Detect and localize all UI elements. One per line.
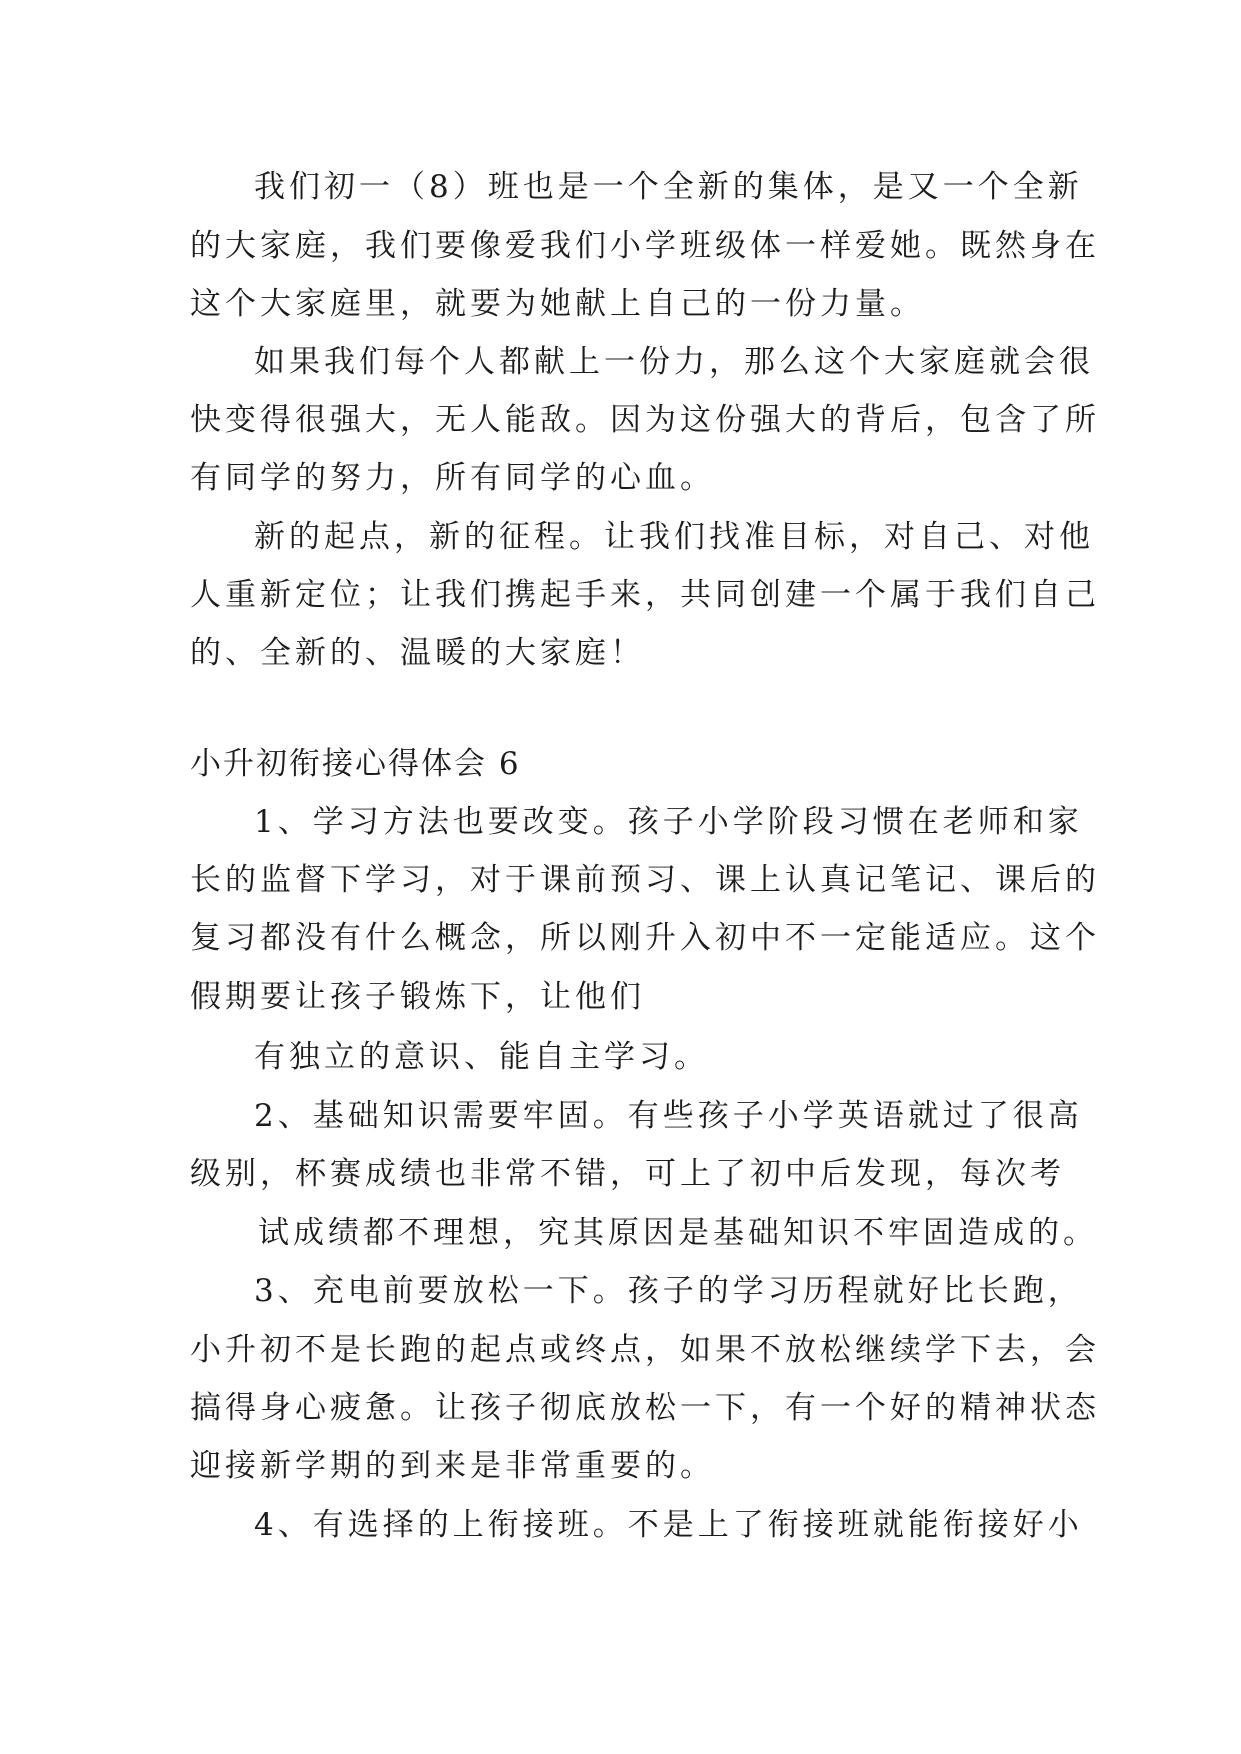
paragraph-line: 长的监督下学习，对于课前预习、课上认真记笔记、课后的: [190, 862, 1100, 898]
paragraph-line: 4、有选择的上衔接班。不是上了衔接班就能衔接好小: [254, 1507, 1083, 1543]
paragraph-line: 的、全新的、温暖的大家庭！: [190, 635, 645, 671]
paragraph-line: 这个大家庭里，就要为她献上自己的一份力量。: [190, 286, 925, 322]
paragraph-line: 3、充电前要放松一下。孩子的学习历程就好比长跑，: [254, 1273, 1083, 1309]
paragraph-line: 有同学的努力，所有同学的心血。: [190, 460, 715, 496]
paragraph-line: 的大家庭，我们要像爱我们小学班级体一样爱她。既然身在: [190, 228, 1100, 264]
paragraph-line: 新的起点，新的征程。让我们找准目标，对自己、对他: [254, 519, 1094, 555]
paragraph-line: 我们初一（8）班也是一个全新的集体，是又一个全新: [254, 169, 1083, 205]
paragraph-line: 试成绩都不理想，究其原因是基础知识不牢固造成的。: [258, 1215, 1098, 1251]
paragraph-line: 复习都没有什么概念，所以刚升入初中不一定能适应。这个: [190, 920, 1100, 956]
section-title: 小升初衔接心得体会 6: [190, 746, 521, 782]
paragraph-line: 迎接新学期的到来是非常重要的。: [190, 1448, 715, 1484]
paragraph-line: 小升初不是长跑的起点或终点，如果不放松继续学下去，会: [190, 1332, 1100, 1368]
paragraph-line: 快变得很强大，无人能敌。因为这份强大的背后，包含了所: [190, 402, 1100, 438]
paragraph-line: 有独立的意识、能自主学习。: [254, 1039, 709, 1075]
paragraph-line: 1、学习方法也要改变。孩子小学阶段习惯在老师和家: [254, 804, 1083, 840]
paragraph-line: 搞得身心疲惫。让孩子彻底放松一下，有一个好的精神状态: [190, 1390, 1100, 1426]
paragraph-line: 人重新定位；让我们携起手来，共同创建一个属于我们自己: [190, 577, 1100, 613]
paragraph-line: 2、基础知识需要牢固。有些孩子小学英语就过了很高: [254, 1098, 1083, 1134]
paragraph-line: 如果我们每个人都献上一份力，那么这个大家庭就会很: [254, 344, 1094, 380]
paragraph-line: 假期要让孩子锻炼下，让他们: [190, 979, 645, 1015]
paragraph-line: 级别，杯赛成绩也非常不错，可上了初中后发现，每次考: [190, 1156, 1065, 1192]
